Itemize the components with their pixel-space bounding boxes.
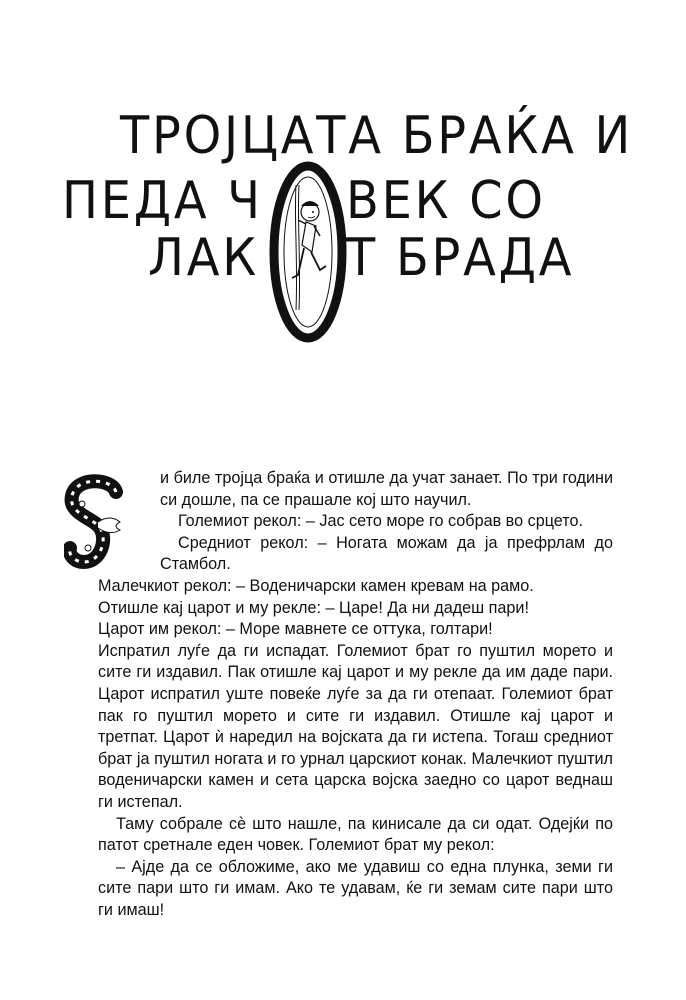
paragraph-7: Испратил луѓе да ги испадат. Големиот брат го пуштил морето и сите ги издавил. Пак отишле кај царот и му рекле да им даде пари. Царот испратил уште повеќе луѓе за да ги отепаат. Големиот брат пак го пуштил морето и сите ги издавил. Отишле кај царот и третпат. Царот ѝ наредил на војската да ги истепа. Тогаш средниот брат ја пуштил ногата и го урнал царскиот конак. Малечкиот пуштил воденичарски камен и сета царска војска заедно со царот веднаш ги истепал. <box>98 641 613 811</box>
story-text <box>98 468 613 921</box>
paragraph-6: Царот им рекол: – Море мавнете се оттука, голтари! <box>98 620 493 639</box>
title-line-1: ТРОЈЦАТА БРАЌА И <box>120 106 634 166</box>
paragraph-4: Малечкиот рекол: – Воденичарски камен кревам на рамо. <box>98 576 534 595</box>
paragraph-2: Големиот рекол: – Јас сето море го собрав во срцето. <box>178 512 583 531</box>
letter-o-illustration <box>268 160 348 345</box>
title-line-2-left: ПЕДА Ч <box>62 171 263 231</box>
title-line-3-left: ЛАК <box>148 228 259 288</box>
title-line-2-right: ВЕК СО <box>346 171 546 231</box>
paragraph-5: Отишле кај царот и му рекле: – Царе! Да ни дадеш пари! <box>98 598 529 617</box>
paragraph-1: и биле тројца браќа и отишле да учат занает. По три години си дошле, па се прашале кој што научил. <box>160 469 613 509</box>
title-line-3-right: Т БРАДА <box>346 228 575 288</box>
paragraph-9: – Ајде да се обложиме, ако ме удавиш со една плунка, земи ги сите пари што ги имам. Ако те удавам, ќе ги земам сите пари што ги имаш! <box>98 857 613 919</box>
paragraph-3: Средниот рекол: – Ногата можам да ја префрлам до Стамбол. <box>160 533 613 574</box>
paragraph-8: Таму собрале сѐ што нашле, па кинисале да си одат. Одејќи по патот сретнале еден човек. Големиот брат му рекол: <box>98 814 613 855</box>
